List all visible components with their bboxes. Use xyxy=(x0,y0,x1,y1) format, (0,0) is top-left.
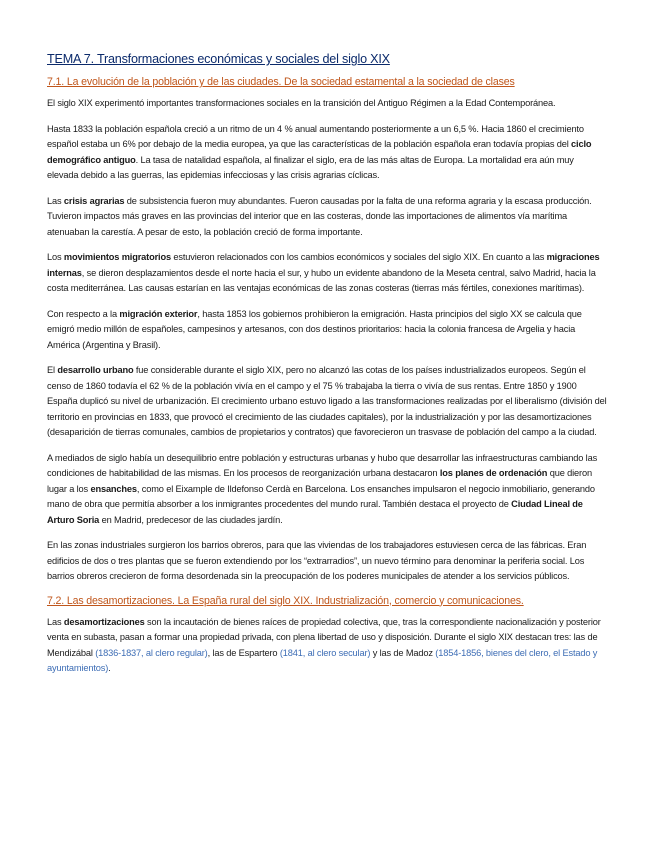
paragraph-intro xyxy=(47,96,607,112)
paragraph-desamortizaciones xyxy=(47,615,607,677)
paragraph-working-class-neighborhoods xyxy=(47,538,607,585)
bold-term: migración exterior xyxy=(119,308,198,319)
text: , hasta 1853 los gobiernos prohibieron la emigración. Hasta principios del siglo XX se calcula que emigró medio millón de españoles, campesinos y artesanos, con dos destinos prioritarios: hacia la colonia francesa de Argelia y hacia América (Argentina y Brasil). xyxy=(47,308,582,350)
bold-term: ciclo demográfico antiguo xyxy=(47,139,592,165)
bold-term: crisis agrarias xyxy=(63,195,125,206)
bold-term: movimientos migratorios xyxy=(63,252,171,262)
text: El siglo XIX experimentó importantes transformaciones sociales en la transición del Antiguo Régimen a la Edad Contemporánea. xyxy=(47,98,556,108)
text: . xyxy=(108,663,111,673)
text: Los xyxy=(47,252,64,262)
text: y las de Madoz xyxy=(370,647,436,658)
paragraph-migrations xyxy=(47,250,607,297)
text: . La tasa de natalidad española, al finalizar el siglo, era de las más altas de Europa. La mortalidad era aún muy elevada debido a las guerras, las epidemias infecciosas y las crisis agrarias cíclicas. xyxy=(47,154,574,180)
text: Las xyxy=(47,195,64,206)
section-heading-7-1: 7.1. La evolución de la población y de las ciudades. De la sociedad estamental a la sociedad de clases xyxy=(47,76,515,88)
paragraph-urban-development xyxy=(47,363,607,441)
bold-term: los planes de ordenación xyxy=(439,468,548,478)
highlighted-text: (1841, al clero secular) xyxy=(279,647,371,658)
text: que dieron lugar a los xyxy=(47,468,592,494)
text: son la incautación de bienes raíces de propiedad colectiva, que, tras la correspondiente nacionalización y posterior venta en subasta, pasan a formar una propiedad privada, con plena libertad de uso y disposición. Durante el siglo XIX destacan tres: las de Mendizábal xyxy=(47,616,601,658)
text: , se dieron desplazamientos desde el norte hacia el sur, y hubo un evidente abandono de la Meseta central, salvo Madrid, hacia la costa mediterránea. Las causas estarían en las ventajas económicas de las zonas costeras (tierras más fértiles, conexiones marítimas). xyxy=(47,267,596,293)
highlighted-text: (1836-1837, al clero regular) xyxy=(95,647,208,658)
text: , las de Espartero xyxy=(207,647,280,658)
bold-term: ensanches xyxy=(90,483,137,494)
bold-term: migraciones internas xyxy=(47,252,600,278)
highlighted-text: (1854-1856, bienes del clero, el Estado y ayuntamientos) xyxy=(47,647,598,673)
text: en Madrid, predecesor de las ciudades jardín. xyxy=(99,514,283,525)
text: En las zonas industriales surgieron los barrios obreros, para que las viviendas de los trabajadores estuviesen cerca de las fábricas. Eran edificios de dos o tres plantas que se fueron extendiendo por los “extrarradios”, un nuevo término para denominar la periferia social. Los barrios obreros crecieron de forma desordenada sin la preocupación de los poderes municipales de atender a los servicios públicos. xyxy=(47,540,587,581)
paragraph-population xyxy=(47,122,607,184)
text: fue considerable durante el siglo XIX, pero no alcanzó las cotas de los países industrializados europeos. Según el censo de 1860 todavía el 62 % de la población vivía en el campo y el 75 % trabajaba la tierra o vivía de sus rentas. Entre 1850 y 1900 España duplicó su nivel de urbanización. El crecimiento urbano estuvo ligado a las transformaciones realizadas por el liberalismo (división del territorio en provincias en 1833, que provocó el crecimiento de las ciudades capitales), por la industrialización y por las desamortizaciones (desaparición de tierras comunales, cambios de propietarios y contratos) que favorecieron un trasvase de población del campo a la ciudad. xyxy=(47,365,607,437)
bold-term: Ciudad Lineal de Arturo Soria xyxy=(47,499,583,525)
text: Las xyxy=(47,616,64,627)
text: de subsistencia fueron muy abundantes. Fueron causadas por la falta de una reforma agraria y la escasa producción. Tuvieron impactos más graves en las provincias del interior que en las costeras, donde las importaciones de alimentos vía marítima atenuaban la carestía. A pesar de esto, la población creció de forma importante. xyxy=(47,195,592,237)
text: A mediados de siglo había un desequilibrio entre población y estructuras urbanas y hubo que desarrollar las infraestructuras cambiando las condiciones de habitabilidad de las mismas. En los procesos de reorganización urbana destacaron xyxy=(47,452,598,478)
paragraph-agrarian-crises xyxy=(47,194,607,241)
section-heading-7-2: 7.2. Las desamortizaciones. La España rural del siglo XIX. Industrialización, comercio y comunicaciones. xyxy=(47,594,524,607)
text: estuvieron relacionados con los cambios económicos y sociales del siglo XIX. En cuanto a las xyxy=(170,252,547,262)
page-title: TEMA 7. Transformaciones económicas y sociales del siglo XIX xyxy=(47,52,390,66)
bold-term: desamortizaciones xyxy=(63,616,145,627)
paragraph-external-migration xyxy=(47,307,607,354)
document-page xyxy=(47,52,607,687)
text: Con respecto a la xyxy=(47,308,120,319)
text: El xyxy=(47,365,58,375)
paragraph-ensanches xyxy=(47,451,607,529)
text: , como el Eixample de Ildefonso Cerdà en Barcelona. Los ensanches impulsaron el negocio inmobiliario, generando mano de obra que permitía absorber a los inmigrantes procedentes del mundo rural. También destaca el proyecto de xyxy=(47,483,595,509)
bold-term: desarrollo urbano xyxy=(57,365,134,375)
text: Hasta 1833 la población española creció a un ritmo de un 4 % anual aumentando posteriormente a un 6,5 %. Hacia 1860 el crecimiento español estaba un 6% por debajo de la media europea, ya que las características de la población española eran todavía propias del xyxy=(47,123,584,149)
